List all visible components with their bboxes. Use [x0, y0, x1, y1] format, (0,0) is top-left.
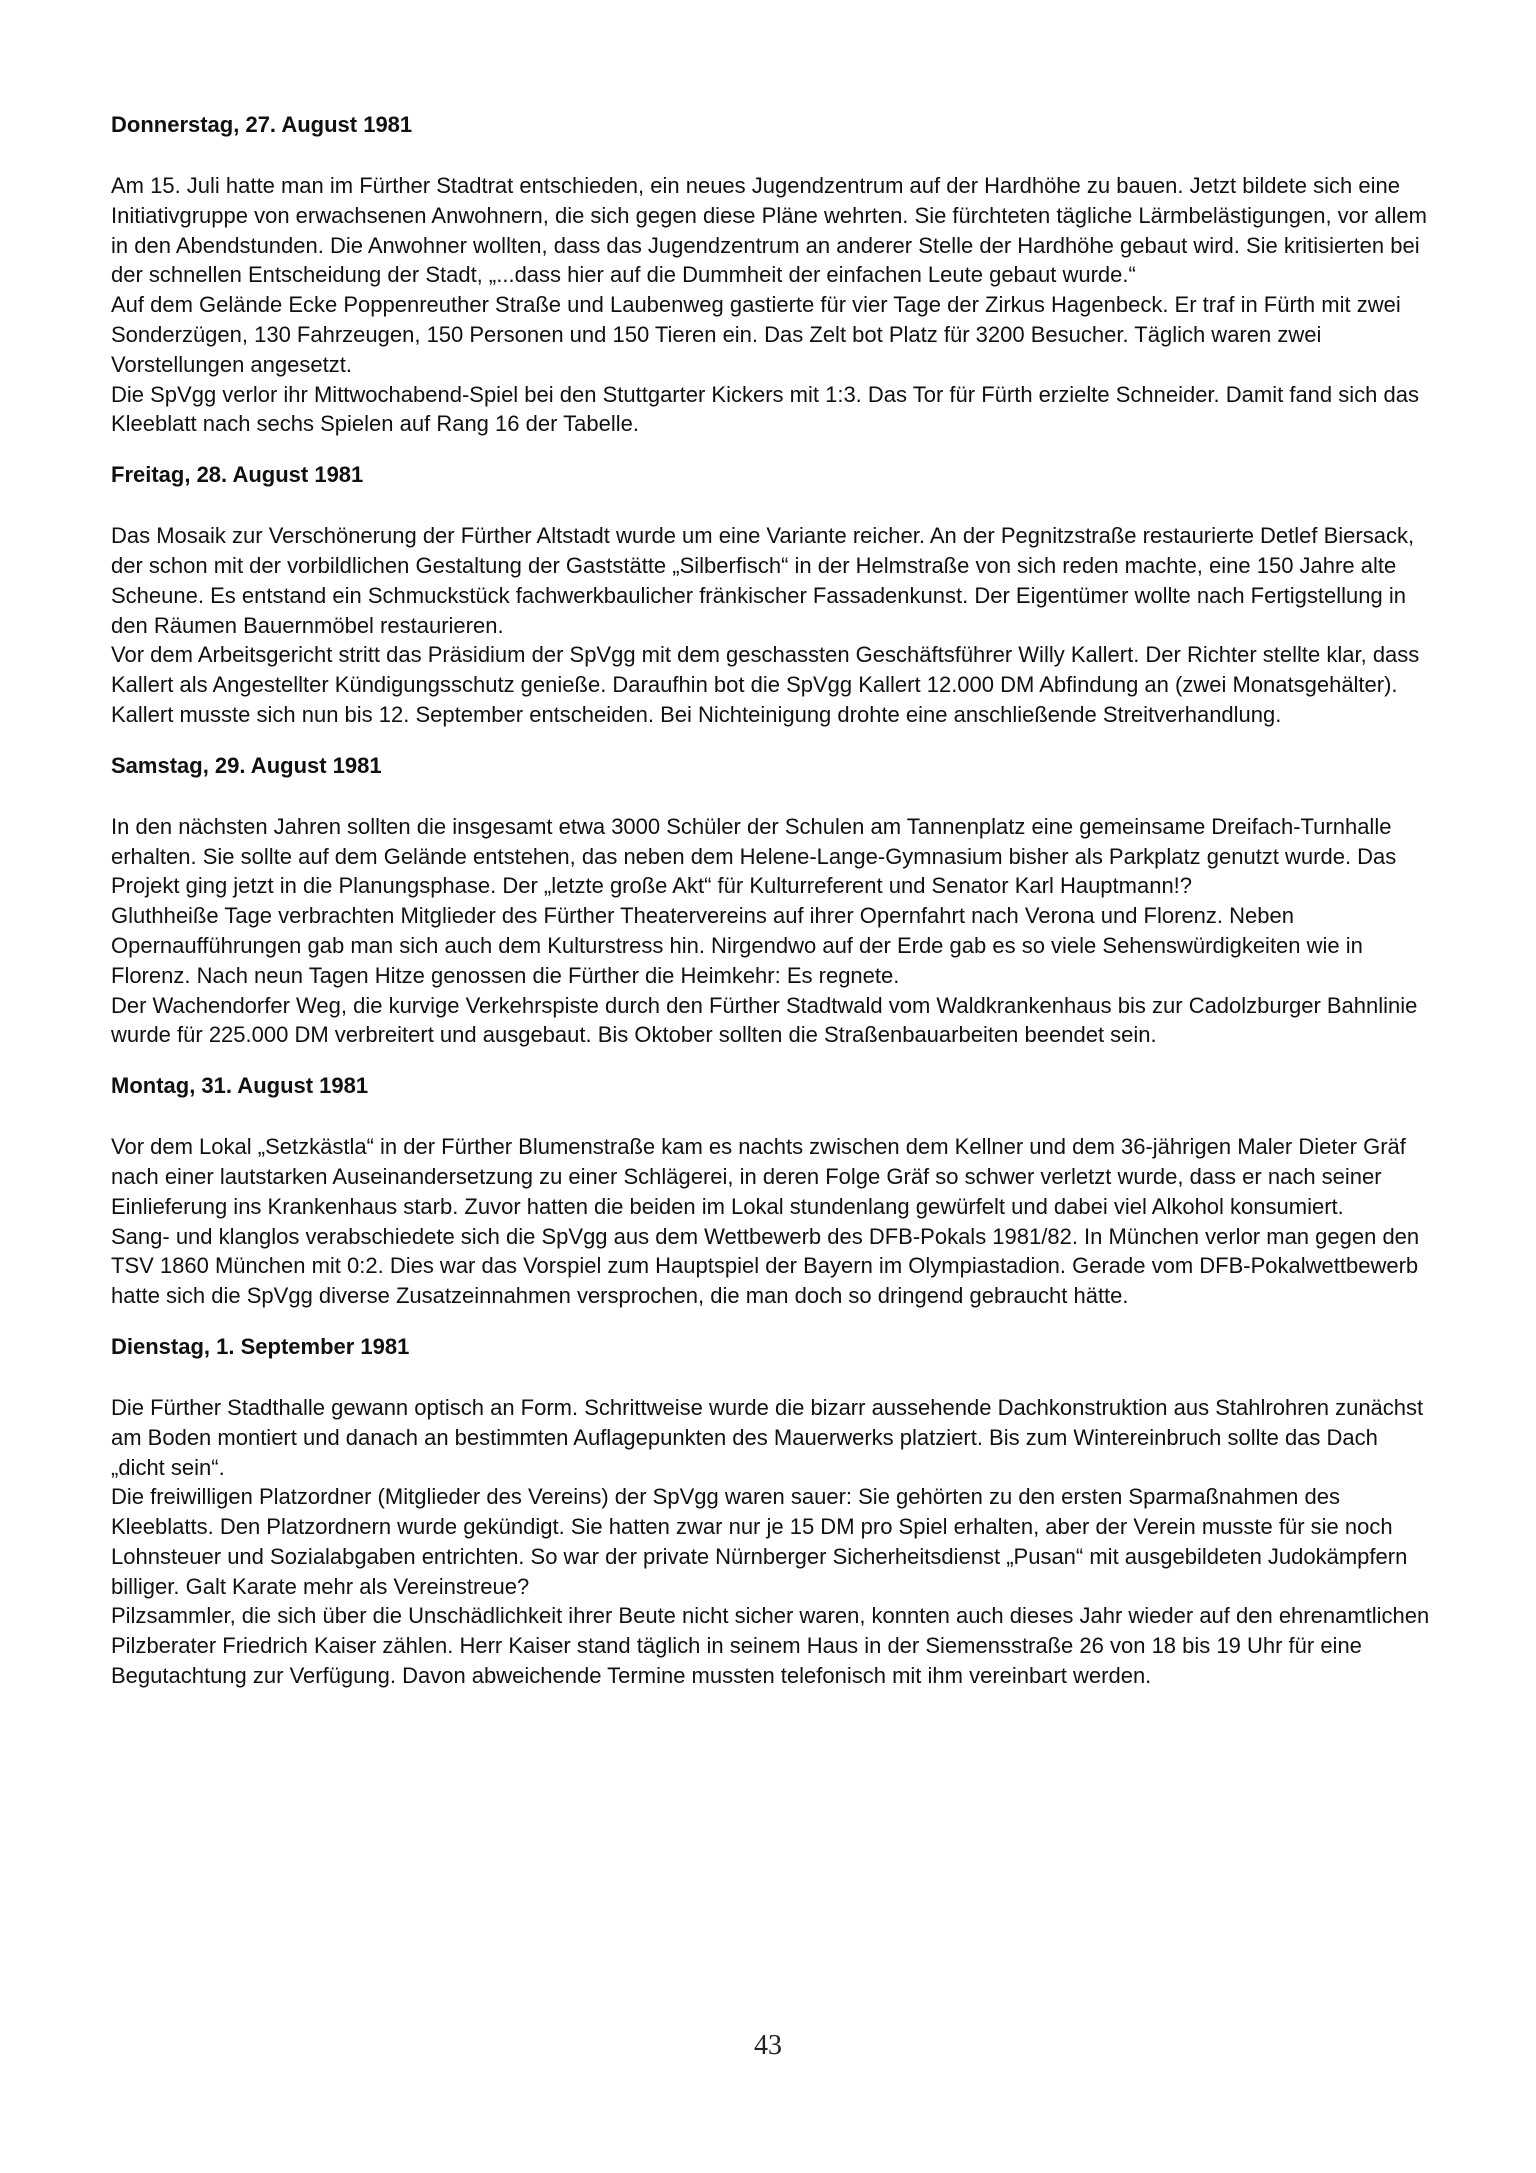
entry-paragraph: Am 15. Juli hatte man im Fürther Stadtrat entschieden, ein neues Jugendzentrum auf der Hardhöhe zu bauen. Jetzt bildete sich eine Initiativgruppe von erwachsenen Anwohnern, die sich gegen diese Pläne wehrten. Sie fürchteten tägliche Lärmbelästigungen, vor allem in den Abendstunden. Die Anwohner wollten, dass das Jugendzentrum an anderer Stelle der Hardhöhe gebaut wird. Sie kritisierten bei der schnellen Entscheidung der Stadt, „...dass hier auf die Dummheit der einfachen Leute gebaut wurde.“ [111, 173, 1427, 288]
entry-saturday [111, 751, 1431, 1050]
entry-paragraph: Vor dem Lokal „Setzkästla“ in der Fürther Blumenstraße kam es nachts zwischen dem Kellner und dem 36-jährigen Maler Dieter Gräf nach einer lautstarken Auseinandersetzung zu einer Schlägerei, in deren Folge Gräf so schwer verletzt wurde, dass er nach seiner Einlieferung ins Krankenhaus starb. Zuvor hatten die beiden im Lokal stundenlang gewürfelt und dabei viel Alkohol konsumiert. [111, 1134, 1406, 1219]
entry-paragraph: Der Wachendorfer Weg, die kurvige Verkehrspiste durch den Fürther Stadtwald vom Waldkrankenhaus bis zur Cadolzburger Bahnlinie wurde für 225.000 DM verbreitert und ausgebaut. Bis Oktober sollten die Straßenbauarbeiten beendet sein. [111, 992, 1418, 1048]
entry-paragraph: Gluthheiße Tage verbrachten Mitglieder des Fürther Theatervereins auf ihrer Opernfahrt nach Verona und Florenz. Neben Opernaufführungen gab man sich auch dem Kulturstress hin. Nirgendwo auf der Erde gab es so viele Sehenswürdigkeiten wie in Florenz. Nach neun Tagen Hitze genossen die Fürther die Heimkehr: Es regnete. [111, 903, 1363, 988]
entry-monday [111, 1071, 1431, 1311]
entry-thursday [111, 110, 1431, 439]
entry-paragraph: Vor dem Arbeitsgericht stritt das Präsidium der SpVgg mit dem geschassten Geschäftsführer Willy Kallert. Der Richter stellte klar, dass Kallert als Angestellter Kündigungsschutz genieße. Daraufhin bot die SpVgg Kallert 12.000 DM Abfindung an (zwei Monatsgehälter). Kallert musste sich nun bis 12. September entscheiden. Bei Nichteinigung drohte eine anschließende Streitverhandlung. [111, 642, 1420, 727]
entry-paragraph: In den nächsten Jahren sollten die insgesamt etwa 3000 Schüler der Schulen am Tannenplatz eine gemeinsame Dreifach-Turnhalle erhalten. Sie sollte auf dem Gelände entstehen, das neben dem Helene-Lange-Gymnasium bisher als Parkplatz genutzt wurde. Das Projekt ging jetzt in die Planungsphase. Der „letzte große Akt“ für Kulturreferent und Senator Karl Hauptmann!? [111, 813, 1397, 899]
entry-paragraph: Sang- und klanglos verabschiedete sich die SpVgg aus dem Wettbewerb des DFB-Pokals 1981/82. In München verlor man gegen den TSV 1860 München mit 0:2. Dies war das Vorspiel zum Hauptspiel der Bayern im Olympiastadion. Gerade vom DFB-Pokalwettbewerb hatte sich die SpVgg diverse Zusatzeinnahmen versprochen, die man doch so dringend gebraucht hätte. [111, 1223, 1420, 1309]
page-number: 43 [754, 2030, 782, 2061]
entry-paragraph: Die freiwilligen Platzordner (Mitglieder des Vereins) der SpVgg waren sauer: Sie gehörten zu den ersten Sparmaßnahmen des Kleeblatts. Den Platzordnern wurde gekündigt. Sie hatten zwar nur je 15 DM pro Spiel erhalten, aber der Verein musste für sie noch Lohnsteuer und Sozialabgaben entrichten. So war der private Nürnberger Sicherheitsdienst „Pusan“ mit ausgebildeten Judokämpfern billiger. Galt Karate mehr als Vereinstreue? [111, 1484, 1408, 1599]
entry-paragraph: Die SpVgg verlor ihr Mittwochabend-Spiel bei den Stuttgarter Kickers mit 1:3. Das Tor für Fürth erzielte Schneider. Damit fand sich das Kleeblatt nach sechs Spielen auf Rang 16 der Tabelle. [111, 381, 1419, 437]
entry-paragraph: Das Mosaik zur Verschönerung der Fürther Altstadt wurde um eine Variante reicher. An der Pegnitzstraße restaurierte Detlef Biersack, der schon mit der vorbildlichen Gestaltung der Gaststätte „Silberfisch“ in der Helmstraße von sich reden machte, eine 150 Jahre alte Scheune. Es entstand ein Schmuckstück fachwerkbaulicher fränkischer Fassadenkunst. Der Eigentümer wollte nach Fertigstellung in den Räumen Bauernmöbel restaurieren. [111, 523, 1415, 638]
entry-paragraph: Auf dem Gelände Ecke Poppenreuther Straße und Laubenweg gastierte für vier Tage der Zirkus Hagenbeck. Er traf in Fürth mit zwei Sonderzügen, 130 Fahrzeugen, 150 Personen und 150 Tieren ein. Das Zelt bot Platz für 3200 Besucher. Täglich waren zwei Vorstellungen angesetzt. [111, 292, 1401, 377]
entry-friday [111, 460, 1431, 730]
entry-date: Freitag, 28. August 1981 [111, 462, 364, 488]
entry-date: Samstag, 29. August 1981 [111, 752, 382, 778]
entry-date: Donnerstag, 27. August 1981 [111, 112, 413, 137]
entry-paragraph: Pilzsammler, die sich über die Unschädlichkeit ihrer Beute nicht sicher waren, konnten auch dieses Jahr wieder auf den ehrenamtlichen Pilzberater Friedrich Kaiser zählen. Herr Kaiser stand täglich in seinem Haus in der Siemensstraße 26 von 18 bis 19 Uhr für eine Begutachtung zur Verfügung. Davon abweichende Termine mussten telefonisch mit ihm vereinbart werden. [111, 1603, 1430, 1689]
entry-paragraph: Die Fürther Stadthalle gewann optisch an Form. Schrittweise wurde die bizarr aussehende Dachkonstruktion aus Stahlrohren zunächst am Boden montiert und danach an bestimmten Auflagepunkten des Mauerwerks platziert. Bis zum Wintereinbruch sollte das Dach „dicht sein“. [111, 1394, 1424, 1480]
entry-date: Montag, 31. August 1981 [111, 1073, 369, 1099]
entry-date: Dienstag, 1. September 1981 [111, 1333, 410, 1359]
document-page [111, 110, 1431, 1712]
entry-tuesday [111, 1332, 1431, 1691]
